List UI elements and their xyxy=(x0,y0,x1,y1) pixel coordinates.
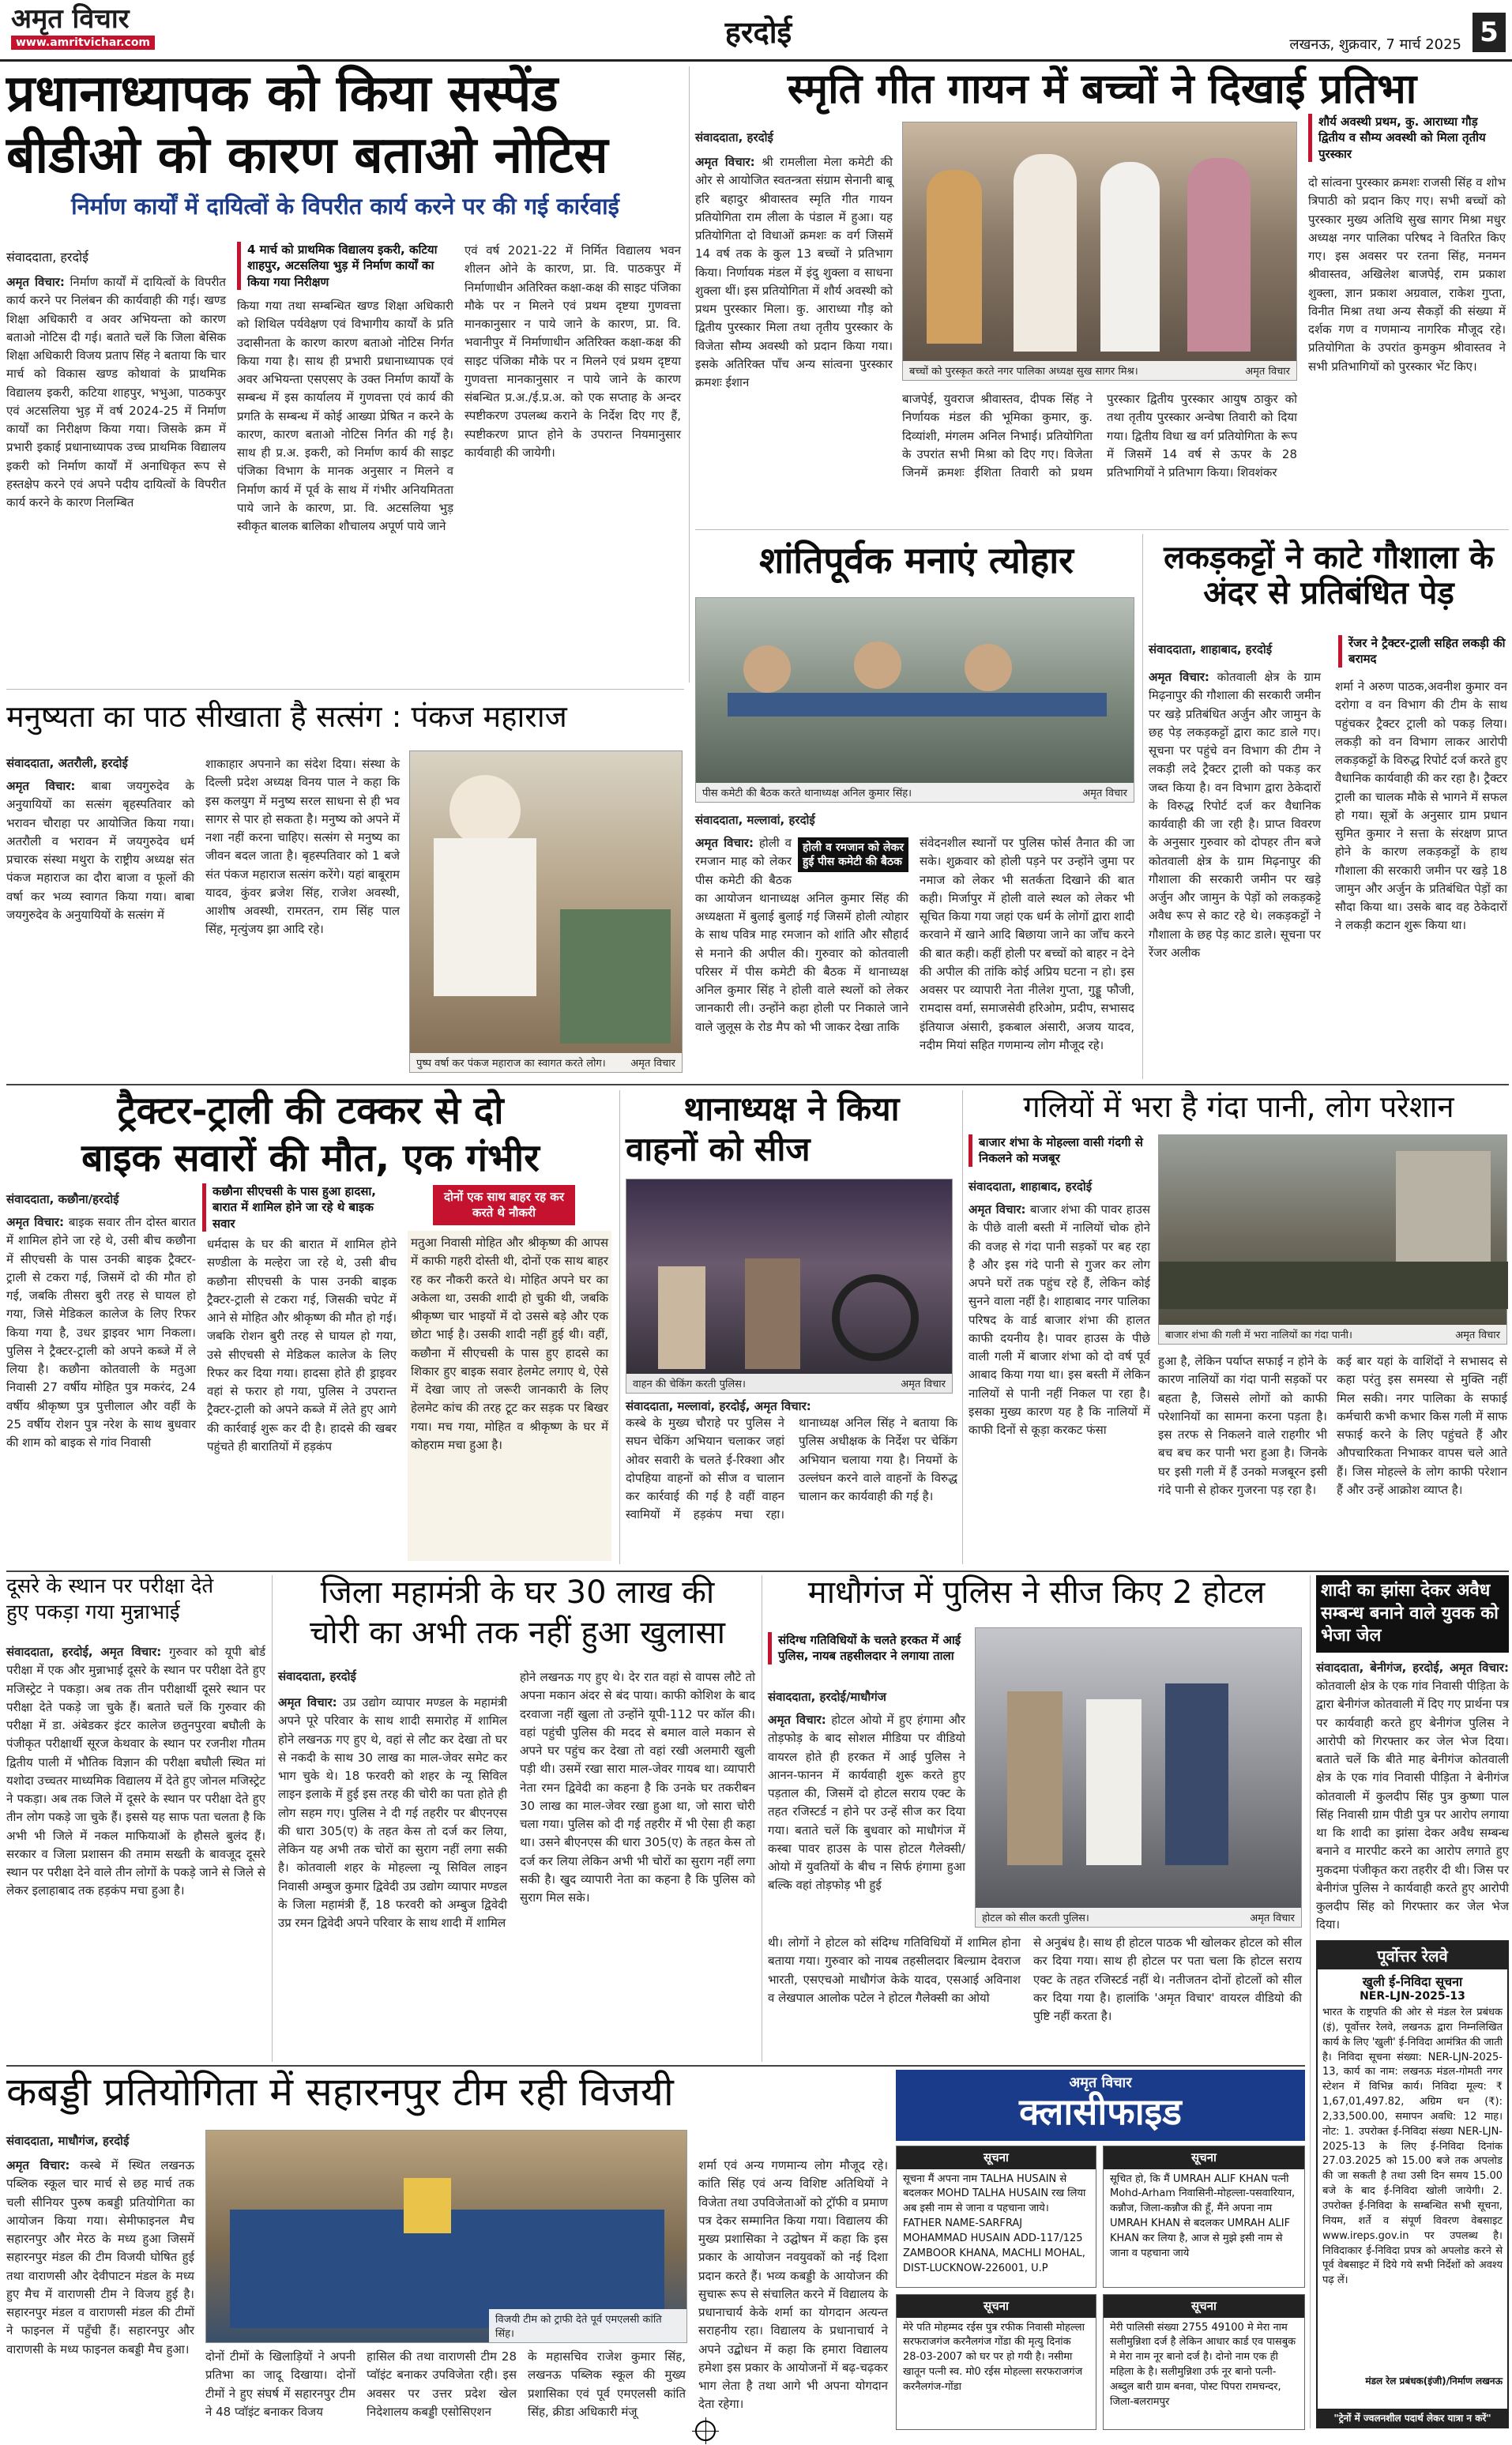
story10-text1: उप्र उद्योग व्यापार मण्डल के महामंत्री अपने पूरे परिवार के साथ शादी समारोह में शामिल होने लखनऊ गए हुए थे, वहां से लौट कर देखा तो घर से नकदी के साथ 30 लाख का माल-जेवर समेट कर भाग चुके थे। 18 फरवरी को शहर के न्यू सिविल लाइन इलाके में हुई इस तरह की चोरी का पता होते ही लोग सहम गए। पुलिस ने दी गई तहरीर पर बीएनएस की धारा 305(ए) के तहत केस तो दर्ज कर लिया, लेकिन यह अभी तक चोरों का सुराग नहीं लगा सकी है। कोतवाली शहर के मोहल्ला न्यू सिविल लाइन निवासी अम्बुज कुमार द्विवेदी उप्र उद्योग व्यापार मण्डल के जिला महामंत्री हैं, 18 फरवरी को अम्बुज द्विवेदी उप्र रमन द्विवेदी अपने परिवार के साथ शादी में शामिल xyxy=(278,1695,507,1930)
story2-byline: संवाददाता, हरदोई xyxy=(695,130,773,145)
story4-subhead: रेंजर ने ट्रैक्टर-ट्राली सहित लकड़ी की बरामद xyxy=(1338,635,1507,668)
classifieds-header xyxy=(896,2070,1305,2141)
story7-byline-text: संवाददाता, मल्लावां, हरदोई, xyxy=(626,1399,750,1413)
photo-credit: अमृत विचार xyxy=(1250,1913,1295,1924)
photo-credit: अमृत विचार xyxy=(1245,366,1290,378)
story7-text xyxy=(626,1398,957,1564)
story-arrest xyxy=(1316,1575,1509,1935)
divider xyxy=(1310,1575,1311,2428)
story4-byline: संवाददाता, शाहाबाद, हरदोई xyxy=(1149,642,1273,656)
story8-photo-caption xyxy=(1159,1325,1506,1344)
caption-text: वाहन की चेकिंग करती पुलिस। xyxy=(633,1379,746,1390)
story5-lead: अमृत विचार: xyxy=(6,779,76,793)
story-peace-committee xyxy=(695,534,1138,1079)
story6-col1 xyxy=(6,1213,196,1561)
classified-ad-4 xyxy=(1103,2294,1305,2430)
story3-photo-caption xyxy=(696,783,1134,802)
story1-lead: अमृत विचार: xyxy=(6,275,65,289)
story7-byline xyxy=(626,1398,957,1414)
story3-lead: अमृत विचार: xyxy=(695,836,754,850)
tender-footer: "ट्रेनों में ज्वलनशील पदार्थ लेकर यात्रा न करें" xyxy=(1318,2409,1507,2427)
story11-text1: होटल ओयो में हुए हंगामा और तोड़फोड़ के बाद सोशल मीडिया पर वीडियो वायरल होते ही हरकत में आई पुलिस ने आनन-फानन में कार्यवाही शुरू करते हुए पड़ताल की, जिसमें दो होटल सराय एक्ट के तहत रजिस्टर्ड न होने पर उन्हें सीज कर दिया गया। बताते चलें कि बुधवार को माधौगंज में कस्बा पावर हाउस के पास होटल गैलेक्सी/ओयो में युवतियों के बीच न सिर्फ हंगामा हुआ बल्कि वहां तोड़फोड़ भी हुई xyxy=(768,1713,965,1893)
story5-col1 xyxy=(6,777,194,1073)
divider xyxy=(6,1570,1509,1572)
ad-label: सूचना xyxy=(1104,2146,1304,2169)
story10-headline-line1: जिला महामंत्री के घर 30 लाख की xyxy=(320,1574,715,1611)
story8-col3: कई बार यहां के वाशिंदों ने सभासद से कहा परंतु इस समस्या से मुक्ति नहीं मिल सकी। नगर पालिका के सफाई कर्मचारी कभी कभार किस गली में साफ सफाई करने के लिए पहुंचते हैं और औपचारिकता निभाकर वापस चले आते हैं। जिस मोहल्ले के लोग काफी परेशान हैं और उन्हें आक्रोश व्याप्त है। xyxy=(1337,1354,1507,1497)
story3-col1 xyxy=(695,834,908,1071)
story6-byline: संवाददाता, कछौना/हरदोई xyxy=(6,1192,119,1206)
story11-headline: माधौगंज में पुलिस ने सीज किए 2 होटल xyxy=(807,1574,1266,1611)
brand-logo xyxy=(11,5,193,55)
story8-photo xyxy=(1158,1134,1507,1345)
story14-photo-caption xyxy=(489,2309,686,2342)
caption-text: बच्चों को पुरस्कृत करते नगर पालिका अध्यक्ष सुख सागर मिश्र। xyxy=(909,366,1138,378)
caption-text: होटल को सील करती पुलिस। xyxy=(982,1913,1089,1924)
ad-text: मेरे पति मोहम्मद रईस पुत्र रफीक निवासी मोहल्ला सरफराजगंज करनैलगंज गोंडा की मृत्यु दिनांक 28-03-2007 को घर पर हो गयी है। नसीमा खातून पत्नी स्व. मो0 रईस मोहल्ला सरफराजगंज करनैलगंज-गोंडा xyxy=(903,2321,1085,2393)
story14-photo xyxy=(205,2130,687,2343)
story4-text1: कोतवाली क्षेत्र के ग्राम मिढ़नापुर की गौशाला की सरकारी जमीन पर खड़े प्रतिबंधित अर्जुन और जामुन के छह पेड़ लकड़कट्टों द्वारा काट डाले गए। सूचना पर पहुंचे वन विभाग की टीम ने लकड़ी लदे ट्रैक्टर ट्राली को पकड़ कर जब्त किया है। वन विभाग द्वारा ठेकेदारों के विरुद्ध रिपोर्ट दर्ज कर वैधानिक कार्यवाही की जा रही है। प्राप्त विवरण के अनुसार गुरुवार को दोपहर तीन बजे कोतवाली क्षेत्र के ग्राम मिढ़नापुर की गौशाला की सरकारी जमीन पर खड़े अर्जुन और जामुन के पेड़ों को लकड़कट्टे अवैध रूप से काट रहे थे। लकड़कट्टों ने गौशाला के छह पेड़ काट डाले। सूचना पर रेंजर अलीक xyxy=(1149,670,1321,960)
story3-headline: शांतिपूर्वक मनाएं त्योहार xyxy=(759,539,1074,581)
ad-label: सूचना xyxy=(1104,2295,1304,2318)
story14-col4: के महासचिव राजेश कुमार सिंह, लखनऊ पब्लिक स्कूल की मुख्य प्रशासिका एवं पूर्व एमएलसी कांति सिंह, क्रीडा अधिकारी मंजू xyxy=(528,2349,686,2419)
story4-lead: अमृत विचार: xyxy=(1149,670,1209,684)
story4-col1 xyxy=(1149,668,1321,1073)
brand-name: अमृत विचार xyxy=(11,3,130,35)
story-song-competition xyxy=(695,66,1509,525)
divider xyxy=(689,66,690,683)
divider xyxy=(962,1090,963,1564)
story12-col xyxy=(1316,1659,1509,1932)
ad-text: मेरी पालिसी संख्या 2755 49100 मे मेरा नाम सलीमुन्निशा दर्ज है लेकिन आधार कार्ड एव पासबुक मे मेरा नाम नूर बानो दर्ज है। दोनो नाम एक ही महिला के है। सलीमुन्निशा उर्फ नूर बानो पत्नी-अब्दुल बारी ग्राम बनवा, पोस्ट पिपरा रामचन्दर, जिला-बलरामपुर xyxy=(1110,2321,1296,2408)
story2-photo xyxy=(902,122,1297,381)
divider xyxy=(695,529,1509,530)
story11-col3: से अनुबंध है। साथ ही होटल पाठक भी खोलकर होटल को सील कर दिया गया। साथ ही होटल पर पता चला कि होटल सराय एक्ट के तहत रजिस्टर्ड नहीं थे। नतीजतन दोनों होटलों को सील कर दिया गया है। हालांकि 'अमृत विचार' वायरल वीडियो की पुष्टि नहीं करता है। xyxy=(1033,1935,1302,2023)
photo-credit: अमृत विचार xyxy=(1082,788,1127,799)
story3-col2: संवेदनशील स्थानों पर पुलिस फोर्स तैनात की जा सके। शुक्रवार को होली पड़ने पर उन्होंने जुमा पर नमाज को लेकर भी सतर्कता दिखाने की बात कही। मिर्जापुर में होली वाले स्थल को लेकर भी सूचित किया गया जहां एक धर्म के लोगों द्वारा शादी करवाने में खाने आदि बिछाया जाने का जाँच करने की बात कही। कहीं होली पर बच्चों को बाहर न देने की अपील की तांकि कोई अप्रिय घटना न हो। इस अवसर पर व्यापारी नेता नीलेश गुप्ता, गुड्डू फौजी, रामदास वर्मा, समाजसेवी हरिओम, प्रदीप, सभासद इंतियाज अंसारी, इकबाल अंसारी, अजय यादव, नदीम मियां सहित गणमान्य लोग मौजूद रहे। xyxy=(920,836,1134,1052)
classified-ad-1 xyxy=(896,2146,1096,2288)
story9-headline-line1: दूसरे के स्थान पर परीक्षा देते xyxy=(6,1574,214,1598)
story14-headline: कबड्डी प्रतियोगिता में सहारनपुर टीम रही विजयी xyxy=(6,2069,674,2115)
story6-headline-line2: बाइक सवारों की मौत, एक गंभीर xyxy=(81,1135,540,1180)
story3-photo xyxy=(695,597,1134,803)
railway-tender-notice xyxy=(1316,1940,1509,2428)
story7-lead: अमृत विचार: xyxy=(754,1399,811,1413)
story14-lead: अमृत विचार: xyxy=(6,2158,70,2172)
divider xyxy=(619,1090,620,1564)
tender-org: पूर्वोत्तर रेलवे xyxy=(1318,1942,1507,1969)
story5-byline: संवाददाता, अतरौली, हरदोई xyxy=(6,756,128,770)
story9-col1 xyxy=(6,1643,265,2057)
story6-col2: धर्मदास के घर की बारात में शामिल होने सण्डीला के मल्हेरा जा रहे थे, उसी बीच कछौना सीएचसी के पास उनकी बाइक ट्रैक्टर-ट्राली से टकरा गई, जिसकी चपेट में आने से मोहित और श्रीकृष्ण की मौत हो गई। जबकि रोशन बुरी तरह से घायल हो गया, उसे सीएचसी से मेडिकल कालेज के लिए रिफर कर दिया गया। हादसा होते ही ड्राइवर वहां से फरार हो गया, पुलिस ने उपरान्त ट्रैक्टर-ट्राली को अपने कब्जे में लेते हुए आगे की कार्रवाई शुरू कर दी है। हादसे की खबर पहुंचते ही बारातियों में हड़कंप xyxy=(207,1237,397,1454)
story6-lead: अमृत विचार: xyxy=(6,1215,65,1229)
classifieds-title: क्लासीफाइड xyxy=(1019,2090,1182,2133)
ad-text: सूचित हो, कि मैं UMRAH ALIF KHAN पत्नी Mohd-Arham निवासिनी-मोहल्ला-पसवारियान, कन्नौज, जिला-कन्नौज की हूँ, मैंने अपना नाम UMRAH KHAN से बदलकर UMRAH ALIF KHAN कर लिया है, आज से मुझे इसी नाम से जाना व पहचाना जाये xyxy=(1110,2172,1296,2259)
story5-col2: शाकाहार अपनाने का संदेश दिया। संस्था के दिल्ली प्रदेश अध्यक्ष विनय पाल ने कहा कि इस कलयुग में मनुष्य सरल साधना से ही भव सागर से पार हो सकता है। मनुष्य को अपने में नशा नहीं करना चाहिए। सत्संग से मनुष्य का जीवन बदल जाता है। बृहस्पतिवार को 1 बजे संत पंकज महाराज सत्संग करेंगे। यहां बाबूराम यादव, कुंवर ब्रजेश सिंह, राजेश अवस्थी, आशीष अवस्थी, रामरतन, राम सिंह पाल सिंह, मृत्युंजय झा आदि रहे। xyxy=(205,757,400,937)
story10-headline-line2: चोरी का अभी तक नहीं हुआ खुलासा xyxy=(310,1614,725,1651)
story5-photo-caption xyxy=(410,1053,682,1072)
story7-headline-line2: वाहनों को सीज xyxy=(626,1130,811,1169)
page-number: 5 xyxy=(1473,13,1506,52)
story8-text1: बाजार शंभा की पावर हाउस के पीछे वाली बस्ती में नालियों चोक होने की वजह से गंदा पानी सड़कों पर बह रहा है और इस गंदे पानी से गुजर कर लोग अपने घरों तक पहुंच रहे हैं, लेकिन कोई सुनने वाला नहीं है। शाहाबाद नगर पालिका परिषद के वार्ड बाजार शंभा की हालत काफी दयनीय है। पावर हाउस के पीछे वाली गली में बाजार शंभा को दो वर्ष पूर्व आबाद किया गया था। इस बस्ती में लेकिन नालियों से पानी नहीं निकल पा रहा है। इसका मुख्य कारण यह है कि नालियों में काफी दिनों से कूड़ा करकट फंसा xyxy=(969,1202,1150,1437)
story2-headline: स्मृति गीत गायन में बच्चों ने दिखाई प्रतिभा xyxy=(787,66,1417,113)
story11-photo xyxy=(975,1627,1302,1928)
classifieds-section xyxy=(896,2070,1305,2430)
story3-text1: होली व रमजान माह को लेकर पीस कमेटी की बैठक का आयोजन थानाध्यक्ष अनिल कुमार सिंह की अध्यक्षता में बुलाई बुलाई गई जिसमें होली त्योहार के साथ पवित्र माह रमजान को शांति और सौहार्द से मनाने की अपील की। गुरुवार को कोतवाली परिसर में पीस कमेटी की बैठक में थानाध्यक्ष अनिल कुमार सिंह ने होली वाले स्थलों को लेकर जानकारी ली। उन्होंने कहा होली पर निकाले जाने वाले जुलूस के रोड मैप को भी जाकर देखा ताकि xyxy=(695,836,908,1034)
story11-lead: अमृत विचार: xyxy=(768,1713,826,1727)
story8-lead: अमृत विचार: xyxy=(969,1202,1026,1217)
photo-credit: अमृत विचार xyxy=(630,1058,675,1070)
ad-label: सूचना xyxy=(897,2146,1096,2169)
story2-sidehead: शौर्य अवस्थी प्रथम, कु. आराध्या गौड़ द्वितीय व सौम्य अवस्थी को मिला तृतीय पुरस्कार xyxy=(1308,114,1506,162)
tender-ref: NER-LJN-2025-13 xyxy=(1360,1990,1465,2003)
story2-photo-caption xyxy=(903,361,1296,380)
story14-text1: कस्बे में स्थित लखनऊ पब्लिक स्कूल चार मार्च से छह मार्च तक चली सीनियर पुरुष कबड्डी प्रतियोगिता का आयोजन किया गया। सेमीफाइनल मैच सहारनपुर और मेरठ के मध्य हुआ जिसमें सहारनपुर मंडल की टीम विजयी घोषित हुई तथा वाराणसी और देवीपाटन मंडल के मध्य हुए मैच में वाराणसी टीम ने विजय हुई है। सहारनपुर मंडल व वाराणसी मंडल की टीमों ने फाइनल में पहुँची हैं। सहारनपुर और वाराणसी के मध्य फाइनल कबड्डी मैच हुआ। xyxy=(6,2158,194,2357)
story14-byline: संवाददाता, माधौगंज, हरदोई xyxy=(6,2134,130,2148)
divider xyxy=(6,2065,1305,2067)
story8-byline: संवाददाता, शाहाबाद, हरदोई xyxy=(969,1179,1093,1194)
story9-byline: संवाददाता, हरदोई, xyxy=(6,1645,93,1659)
story3-byline: संवाददाता, मल्लावां, हरदोई xyxy=(695,813,815,827)
story8-subhead: बाजार शंभा के मोहल्ला वासी गंदगी से निकलने को मजबूर xyxy=(969,1134,1150,1167)
tender-body: भारत के राष्ट्रपति की ओर से मंडल रेल प्रबंधक (इं), पूर्वोत्तर रेलवे, लखनऊ द्वारा निम्नलिखित कार्य के लिए 'खुली' ई-निविदा आमंत्रित की जाती है। निविदा सूचना संख्या: NER-LJN-2025-13, कार्य का नाम: लखनऊ मंडल-गोमती नगर स्टेशन में विभिन्न कार्य। निविदा मूल्य: ₹ 1,67,01,497.82, अग्रिम धन (₹): 2,33,500.00, समापन अवधि: 12 माह। नोट: 1. उपरोक्त ई-निविदा संख्या NER-LJN-2025-13 के लिए ई-निविदा दिनांक 27.03.2025 को 15.00 बजे तक अपलोड की जा सकती है तथा उसी दिन समय 15.00 बजे के बाद ई-निविदा खोली जायेगी। 2. उपरोक्त ई-निविदा के सम्बन्धित सभी सूचना, नियम, शर्ते व संपूर्ण विवरण वेबसाइट www.ireps.gov.in पर उपलब्ध है। निविदाकार ई-निविदा प्रपत्र को अपलोड करने से पूर्व वेबसाइट में दिये गये सभी निर्देशों को अवश्य पढ़ लें। xyxy=(1322,2007,1503,2287)
story9-lead: अमृत विचार: xyxy=(100,1645,162,1659)
caption-text: पुष्प वर्षा कर पंकज महाराज का स्वागत करते लोग। xyxy=(416,1058,606,1070)
story12-byline: संवाददाता, बेनीगंज, हरदोई, अमृत विचार: xyxy=(1316,1660,1509,1675)
caption-text: विजयी टीम को ट्राफी देते पूर्व एमएलसी कांति सिंह। xyxy=(495,2314,662,2340)
story4-headline: लकड़कट्टों ने काटे गौशाला के अंदर से प्रतिबंधित पेड़ xyxy=(1164,540,1494,611)
story10-lead: अमृत विचार: xyxy=(278,1695,337,1710)
story2-col4: दो सांत्वना पुरस्कार क्रमशः राजसी सिंह व शोभ त्रिपाठी को प्रदान किए गए। सभी बच्चों को पुरस्कार मुख्य अतिथि सुख सागर मिश्रा मधुर अध्यक्ष नगर पालिका परिषद ने वितरित किए गए। इस अवसर पर रतना सिंह, मनमन श्रीवास्तव, अखिलेश बाजपेई, राम प्रकाश शुक्ला, ज्ञान प्रकाश अग्रवाल, राकेश गुप्ता, विनीत मिश्रा तथा अन्य सैकड़ों की संख्या में दर्शक गण व गणमान्य नागरिक मौजूद रहे। प्रतियोगिता के उपरांत कुमकुम श्रीवास्तव ने सभी प्रतिभागियों को पुरस्कार भेंट किए। xyxy=(1308,175,1506,374)
story14-col3: हासिल की तथा वाराणसी टीम 28 प्वॉइंट बनाकर उपविजेता रही। इस अवसर पर उत्तर प्रदेश खेल निदेशालय कबड्डी एसोसिएशन xyxy=(367,2349,517,2419)
story2-lead: अमृत विचार: xyxy=(695,155,755,169)
masthead xyxy=(0,0,1512,62)
tender-title: खुली ई-निविदा सूचना xyxy=(1362,1974,1463,1989)
story2-text1: श्री रामलीला मेला कमेटी की ओर से आयोजित स्वतन्त्रता संग्राम सेनानी बाबू हरि बहादुर श्रीवास्तव स्मृति गीत गायन प्रतियोगिता राम लीला के पंडाल में हुआ। यह प्रतियोगिता दो विधाओं क्रमशः क वर्ग जिसमें 14 वर्ष तक के कुल 13 बच्चों ने प्रतिभाग किया। निर्णायक मंडल में इंदु शुक्ला व साधना शुक्ला थीं। इस प्रतियोगिता में शौर्य अवस्थी को प्रथम पुरस्कार मिला। कु. आराध्या गौड़ को द्वितीय पुरस्कार मिला तथा तृतीय पुरस्कार के विजेता सौम्य अवस्थी को प्रदान किया गया। इसके अतिरिक्त पाँच अन्य सांत्वना पुरस्कार क्रमशः ईशान xyxy=(695,155,893,389)
caption-text: पीस कमेटी की बैठक करते थानाध्यक्ष अनिल कुमार सिंह। xyxy=(702,788,912,799)
caption-text: बाजार शंभा की गली में भरा नालियों का गंदा पानी। xyxy=(1165,1330,1352,1341)
story1-col1 xyxy=(6,273,226,676)
ad-text: सूचना मैं अपना नाम TALHA HUSAIN से बदलकर MOHD TALHA HUSAIN रख लिया अब इसी नाम से जाना व पहचाना जाये। FATHER NAME-SARFRAJ MOHAMMAD HUSAIN ADD-117/125 ZAMBOOR KHANA, MACHLI MOHAL, DIST-LUCKNOW-226001, U.P xyxy=(903,2172,1086,2274)
story-satsang xyxy=(6,689,684,1079)
story6-box-head: दोनों एक साथ बाहर रह कर करते थे नौकरी xyxy=(433,1185,575,1225)
divider xyxy=(6,1084,1509,1085)
story-exam-impersonation xyxy=(6,1575,267,2062)
story8-col1 xyxy=(969,1201,1150,1558)
story7-photo-caption xyxy=(626,1374,952,1393)
story11-col1 xyxy=(768,1711,965,1921)
story6-subhead: कछौना सीएचसी के पास हुआ हादसा, बारात में शामिल होने जा रहे थे बाइक सवार xyxy=(202,1183,397,1232)
story1-col3: एवं वर्ष 2021-22 में निर्मित विद्यालय भवन शीलन ओने के कारण, प्रा. वि. पाठकपुर में निर्माणाधीन अतिरिक्त कक्षा-कक्ष की साइट पंजिका मौके पर न मिलने एवं प्रथम दृष्टया गुणवत्ता मानकानुसार न पाये जाने के कारण, प्रा. वि. भवानीपुर में निर्माणाधीन अतिरिक्त कक्षा-कक्ष की साइट पंजिका मौके पर न मिलने एवं प्रथम दृष्टया गुणवत्ता मानकानुसार न पाये जाने के कारण संबन्धित प्र.अ./ई.प्र.अ. को एक सप्ताह के अन्दर स्पष्टीकरण उपलब्ध कराने के निर्देश दिए गए हैं, स्पष्टीकरण प्राप्त होने के उपरान्त नियमानुसार कार्यवाही की जायेगी। xyxy=(465,243,681,460)
story10-byline: संवाददाता, हरदोई xyxy=(278,1669,356,1683)
story1-deck: निर्माण कार्यों में दायित्वों के विपरीत कार्य करने पर की गई कार्रवाई xyxy=(71,193,619,220)
story11-photo-caption xyxy=(976,1908,1301,1927)
story-dirty-water xyxy=(969,1090,1509,1564)
story1-headline-line1: प्रधानाध्यापक को किया सस्पेंड xyxy=(6,65,559,123)
story-principal-suspended xyxy=(6,66,684,683)
registration-mark xyxy=(695,2421,716,2441)
story7-photo xyxy=(626,1179,953,1394)
story5-text1: बाबा जयगुरुदेव के अनुयायियों का सत्संग बृहस्पतिवार को भरावन चौराहा पर आयोजित किया गया। अतरौली व भरावन में जयगुरुदेव धर्म प्रचारक संस्था मथुरा के राष्ट्रीय अध्यक्ष संत पंकज महाराज का दौरा बाजा व फूलों की वर्षा कर भव्य स्वागत किया गया। बाबा जयगुरुदेव के अनुयायियों के सत्संग में xyxy=(6,779,194,922)
divider xyxy=(1142,534,1143,1079)
story6-headline-line1: ट्रैक्टर-ट्राली की टक्कर से दो xyxy=(117,1089,504,1133)
story-tractor-accident xyxy=(6,1090,615,1564)
story8-headline: गलियों में भरा है गंदा पानी, लोग परेशान xyxy=(1023,1089,1454,1124)
story11-col2: थी। लोगों ने होटल को संदिग्ध गतिविधियों में शामिल होना बताया गया। गुरुवार को नायब तहसीलदार बिल्ग्राम देवराज भारती, एसएचओ माधौगंज केके यादव, एसआई अविनाश व लेखपाल आलोक पटेल ने होटल गैलेक्सी का ओयो xyxy=(768,1935,1021,2005)
divider xyxy=(6,689,684,690)
story10-col2: होने लखनऊ गए हुए थे। देर रात वहां से वापस लौटे तो अपना मकान अंदर से बंद पाया। काफी कोशिश के बाद दरवाजा नहीं खुला तो उन्होंने यूपी-112 पर कॉल की। वहां पहुंची पुलिस की मदद से बमाल वाले मकान से अपने घर पहुंच कर देखा तो वहां रखी अलमारी खुली पड़ी थी। उसमें रखा सारा माल-जेवर गायब था। व्यापारी नेता रमन द्विवेदी का कहना है कि उनके घर तकरीबन 30 लाख का माल-जेवर रखा हुआ था, जो सारा चोरी चला गया। पुलिस को दी गई तहरीर में भी ऐसा ही कहा था। उसने बीएनएस की धारा 305(ए) के तहत केस तो दर्ज कर लिया लेकिन अभी भी चोरों का सुराग नहीं लगा सकी है। खुद व्यापारी नेता का कहना है कि पुलिस को सुराग मिल सके। xyxy=(520,1670,755,1905)
story3-tag: होली व रमजान को लेकर हुई पीस कमेटी की बैठक xyxy=(798,837,908,872)
classified-ad-3 xyxy=(896,2294,1096,2430)
ad-label: सूचना xyxy=(897,2295,1096,2318)
classifieds-brand: अमृत विचार xyxy=(1069,2074,1132,2091)
story12-text: कोतवाली क्षेत्र के एक गांव निवासी पीड़िता के द्वारा बेनीगंज कोतवाली में दिए गए प्रार्थना पत्र पर कार्यवाही करते हुए बेनीगंज पुलिस ने आरोपी को गिरफ्तार कर जेल भेज दिया। बताते चलें कि बीते माह बेनीगंज कोतवाली क्षेत्र के एक गांव निवासी पीड़िता ने बेनीगंज कोतवाली में कुलदीप सिंह पुत्र कुष्णा पाल सिंह निवासी ग्राम पीडी पुत्र पर आरोप लगाया था कि शादी का झांसा देकर अवैध सम्बन्ध बनाने व मारपीट करने का आरोप लगाते हुए मुकदमा पंजीकृत करा तहरीर दी थी। जिस पर बेनीगंज पुलिस ने कार्यवाही करते हुए आरोपी कुलदीप सिंह को गिरफ्तार कर जेल भेज दिया। xyxy=(1316,1679,1509,1932)
story8-col2: हुआ है, लेकिन पर्याप्त सफाई न होने के कारण नालियों का गंदा पानी सड़कों पर बहता है, जिससे लोगों को काफी परेशानियों का सामना करना पड़ता है। इस तरफ से निकलने वाले राहगीर भी बच बच कर पानी भरा हुआ है। जिनके घर इसी गली में हैं उनको मजबूरन इसी गंदे पानी से होकर गुजरना पड़ रहा है। xyxy=(1158,1354,1327,1497)
story5-photo xyxy=(409,750,683,1073)
photo-credit: अमृत विचार xyxy=(901,1379,946,1390)
story1-byline: संवाददाता, हरदोई xyxy=(6,250,88,265)
story6-col3: मतुआ निवासी मोहित और श्रीकृष्ण की आपस में काफी गहरी दोस्ती थी, दोनों एक साथ बाहर रह कर नौकरी करते थे। मोहित अपने घर का अकेला था, उसकी शादी हो चुकी थी, जबकि श्रीकृष्ण चार भाइयों में दो उससे बड़े और एक छोटा भाई है। उसकी शादी नहीं हुई थी। वहीं, कछौना में सीएचसी के पास हुए हादसे का शिकार हुए बाइक सवार हेलमेट लगाए थे, ऐसे में देखा जाए तो जरूरी जानकारी के लिए हेलमेट कांच की तरह टूट कर सड़क पर बिखर गया। मच गया, मोहित व श्रीकृष्ण के घर में कोहराम मचा हुआ है। xyxy=(408,1231,611,1561)
divider xyxy=(272,1575,273,2062)
story1-col2: किया गया तथा सम्बन्धित खण्ड शिक्षा अधिकारी को शिथिल पर्यवेक्षण एवं विभागीय कार्यों के प्रति उदासीनता के कारण कारण बताओ नोटिस निर्गत किया गया है। साथ ही प्रभारी प्रधानाध्यापक एवं अवर अभियन्ता एसएसए के उक्त निर्माण कार्यों के सम्बन्ध में इस कार्यालय में गुणवत्ता एवं कार्य की प्रगति के सम्बन्ध में कोई आख्या प्रेषित न करने के कारण, कारण बताओ नोटिस निर्गत की गई है। साथ ही प्र.अ. इकरी, को निर्माण कार्य की साइट पंजिका विभाग के मानक अनुसार न मिलने व निर्माण कार्य में पूर्व के साथ में गंभीर अनियमितता पाये जाने के कारण, प्रा. वि. अटसलिया भुड़ स्वीकृत बालक बालिका शौचालय अपूर्ण पाये जाने xyxy=(237,299,453,533)
story4-col2: शर्मा ने अरुण पाठक,अवनीश कुमार वन दरोगा व वन विभाग की टीम के साथ पहुंचकर ट्रैक्टर ट्राली को पकड़ लिया। लकड़ी को वन विभाग लाकर आरोपी लकड़कट्टों के विरुद्ध रिपोर्ट दर्ज करते हुए वैधानिक कार्यवाही की कर रहा है। ट्रैक्टर ट्राली का चालक मौके से भागने में सफल हो गया। सूत्रों के अनुसार ग्राम प्रधान सुमित कुमार ने सत्ता के संरक्षण प्राप्त होने के कारण लकड़कट्टों के हाथ गौशाला की सरकारी जमीन पर खड़े 18 जामुन और अर्जुन के प्रतिबंधित पेड़ों का सौदा किया था। उसके बाद वह ठेकेदारों ने लकड़ी कटान शुरू किया था। xyxy=(1335,679,1507,933)
issue-date: लखनऊ, शुक्रवार, 7 मार्च 2025 xyxy=(1289,36,1461,53)
story9-headline-line2: हुए पकड़ा गया मुन्नाभाई xyxy=(6,1601,180,1625)
story14-col1 xyxy=(6,2157,194,2428)
story2-col1 xyxy=(695,153,893,517)
story-kabaddi xyxy=(6,2070,891,2433)
story12-headline: शादी का झांसा देकर अवैध सम्बन्ध बनाने वाले युवक को भेजा जेल xyxy=(1316,1575,1509,1653)
story6-text1: बाइक सवार तीन दोस्त बारात में शामिल होने जा रहे थे, उसी बीच कछौना में सीएचसी के पास उनकी बाइक ट्रैक्टर-ट्राली से टकरा गई, जिसमें दो की मौत हो गई, जबकि तीसरा बुरी तरह से घायल हो गया, जिसे मेडिकल कालेज के लिए रिफर किया गया है, उधर ड्राइवर भाग निकला। पुलिस ने ट्रैक्टर-ट्राली को अपने कब्जे में ले लिया है। कछौना कोतवाली के मतुआ निवासी 27 वर्षीय मोहित पुत्र मकरंद, 24 वर्षीय श्रीकृष्ण पुत्र पुत्तीलाल और वहीं के 25 वर्षीय रोशन पुत्र नरेश के साथ बुधवार की शाम को बाइक से गांव निवासी xyxy=(6,1215,196,1450)
story14-col2: दोनों टीमों के खिलाड़ियों ने अपनी प्रतिभा का जादू दिखाया। दोनों टीमों ने हुए संघर्ष में सहारनपुर टीम ने 48 प्वॉइंट बनाकर विजय xyxy=(205,2349,355,2419)
story14-col5: शर्मा एवं अन्य गणमान्य लोग मौजूद रहे। कांति सिंह एवं अन्य विशिष्ट अतिथियों ने विजेता तथा उपविजेताओं को ट्रॉफी व प्रमाण पत्र देकर सम्मानित किया गया। विद्यालय की मुख्य प्रशासिका ने उद्घोषन में कहा कि इस प्रकार के आयोजन नवयुवकों को नई दिशा प्रदान करते हैं। भव्य कबड्डी के आयोजन की सुचारू रूप से संचालित करने में विद्यालय के प्रधानाचार्य केके शर्मा का योगदान अत्यन्त सराहनीय रहा। विद्यालय के प्रधानाचार्य ने अपने उद्बोधन में कहा कि हमारा विद्यालय हमेशा इस प्रकार के आयोजनों में बढ़-चढ़कर भाग लेता है तथा आगे भी अपना योगदान देता रहेगा। xyxy=(698,2158,888,2412)
story7-col1: कस्बे के मुख्य चौराहे पर पुलिस ने सघन चेकिंग अभियान चलाकर जहां ओवर सवारी के चलते ई-रिक्शा और दोपहिया वाहनों को सीज व चालान कर कार्रवाई की गई है वहीं वाहन स्वामियों में हड़कंप मचा रहा। थानाध्यक्ष अनिल सिंह ने बताया कि पुलिस अधीक्षक के निर्देश पर चेकिंग अभियान चलाया गया है। नियमों के उल्लंघन करने वाले वाहनों के विरुद्ध चालान कर कार्यवाही की गई है। xyxy=(626,1416,957,1522)
story11-subhead: संदिग्ध गतिविधियों के चलते हरकत में आई पुलिस, नायब तहसीलदार ने लगाया ताला xyxy=(768,1632,965,1664)
story11-byline: संवाददाता, हरदोई/माधौगंज xyxy=(768,1690,886,1704)
story5-headline: मनुष्यता का पाठ सीखाता है सत्संग : पंकज महाराज xyxy=(6,699,567,734)
story9-text1: गुरुवार को यूपी बोर्ड परीक्षा में एक और मुन्नाभाई दूसरे के स्थान पर परीक्षा देते हुए मजिस्ट्रेट ने पकड़ा। अब तक तीन परीक्षार्थी दूसरे स्थान पर परीक्षा देते पकड़े जा चुके हैं। बताते चलें कि गुरुवार की परीक्षा में डा. अंबेडकर इंटर कालेज छतुनपुरवा बघौली के पंजीकृत परीक्षार्थी सूरज केथवार के स्थान पर रजनीश गौतम द्वितीय पाली में भौतिक विज्ञान की परीक्षा बघौली स्थित मां यशोदा उच्चतर माध्यमिक विद्यालय में देते हुए जोनल मजिस्ट्रेट ने पकड़ा। अब तक जिले में दूसरे के स्थान पर परीक्षा देते हुए तीन लोग पकड़े जा चुके हैं। इससे यह साफ पता चलता है कि अभी भी जिले में नकल माफियाओं के हौसले बुलंद हैं। सरकार व जिला प्रशासन की तमाम सख्ती के बावजूद दूसरे स्थान पर परीक्षा देने वाले तीन लोगों के पकड़े जाने से जिले से लेकर इलाहाबाद तक हड़कंप मचा हुआ है। xyxy=(6,1645,265,1898)
story-hotels-sealed xyxy=(768,1575,1305,2062)
story2-col3: बाजपेई, युवराज श्रीवास्तव, दीपक सिंह ने निर्णायक मंडल की भूमिका कुमार, कु. दिव्यांशी, मंगलम अनिल निभाई। प्रतियोगिता के उपरांत सभी मिश्रा को दिए गए। विजेता जिनमें क्रमशः ईशिता तिवारी को प्रथम पुरस्कार द्वितीय पुरस्कार आयुष ठाकुर को तथा तृतीय पुरस्कार अन्वेषा तिवारी को दिया गया। द्वितीय विधा ख वर्ग प्रतियोगिता के रूप में जिसमें 14 वर्ष से ऊपर के 28 प्रतिभागियों ने प्रतिभाग किया। शिवशंकर xyxy=(902,392,1297,480)
story1-headline-line2: बीडीओ को कारण बताओ नोटिस xyxy=(6,126,608,185)
brand-url[interactable]: www.amritvichar.com xyxy=(11,36,155,50)
story1-text1: निर्माण कार्यों में दायित्वों के विपरीत कार्य करने पर निलंबन की कार्यवाही की गई। खण्ड शिक्षा अधिकारी व अवर अभियन्ता को कारण बताओ नोटिस दी गई। बताते चलें कि जिला बेसिक शिक्षा अधिकारी विजय प्रताप सिंह ने बताया कि चार मार्च को विकास खण्ड कोथावां के प्राथमिक विद्यालय इकरी, कटिया शाहपुर, भभुआ, पाठकपुर एवं अटसलिया भुड़ में वर्ष 2024-25 में निर्माण कार्यों का निरीक्षण किया गया। जिसके क्रम में प्रभारी इकाई प्रधानाध्यापक उच्च प्राथमिक विद्यालय इकरी को निर्माण कार्यों में अनाधिकृत रूप से हस्तक्षेप करने एवं अपने पदीय दायित्वों के विपरीत कार्य करने के कारण निलम्बित xyxy=(6,275,226,510)
story1-subhead: 4 मार्च को प्राथमिक विद्यालय इकरी, कटिया शाहपुर, अटसलिया भुड़ में निर्माण कार्यों का किया गया निरीक्षण xyxy=(237,242,453,290)
city-name: हरदोई xyxy=(724,15,792,50)
classified-ad-2 xyxy=(1103,2146,1305,2288)
story7-headline-line1: थानाध्यक्ष ने किया xyxy=(683,1089,900,1128)
story-illegal-tree-cutting xyxy=(1149,534,1509,1079)
story10-col1 xyxy=(278,1694,507,2057)
tender-sign: मंडल रेल प्रबंधक(इंजी)/निर्माण लखनऊ xyxy=(1365,2375,1503,2387)
photo-credit: अमृत विचार xyxy=(1455,1330,1500,1341)
story-theft-unsolved xyxy=(278,1575,757,2062)
